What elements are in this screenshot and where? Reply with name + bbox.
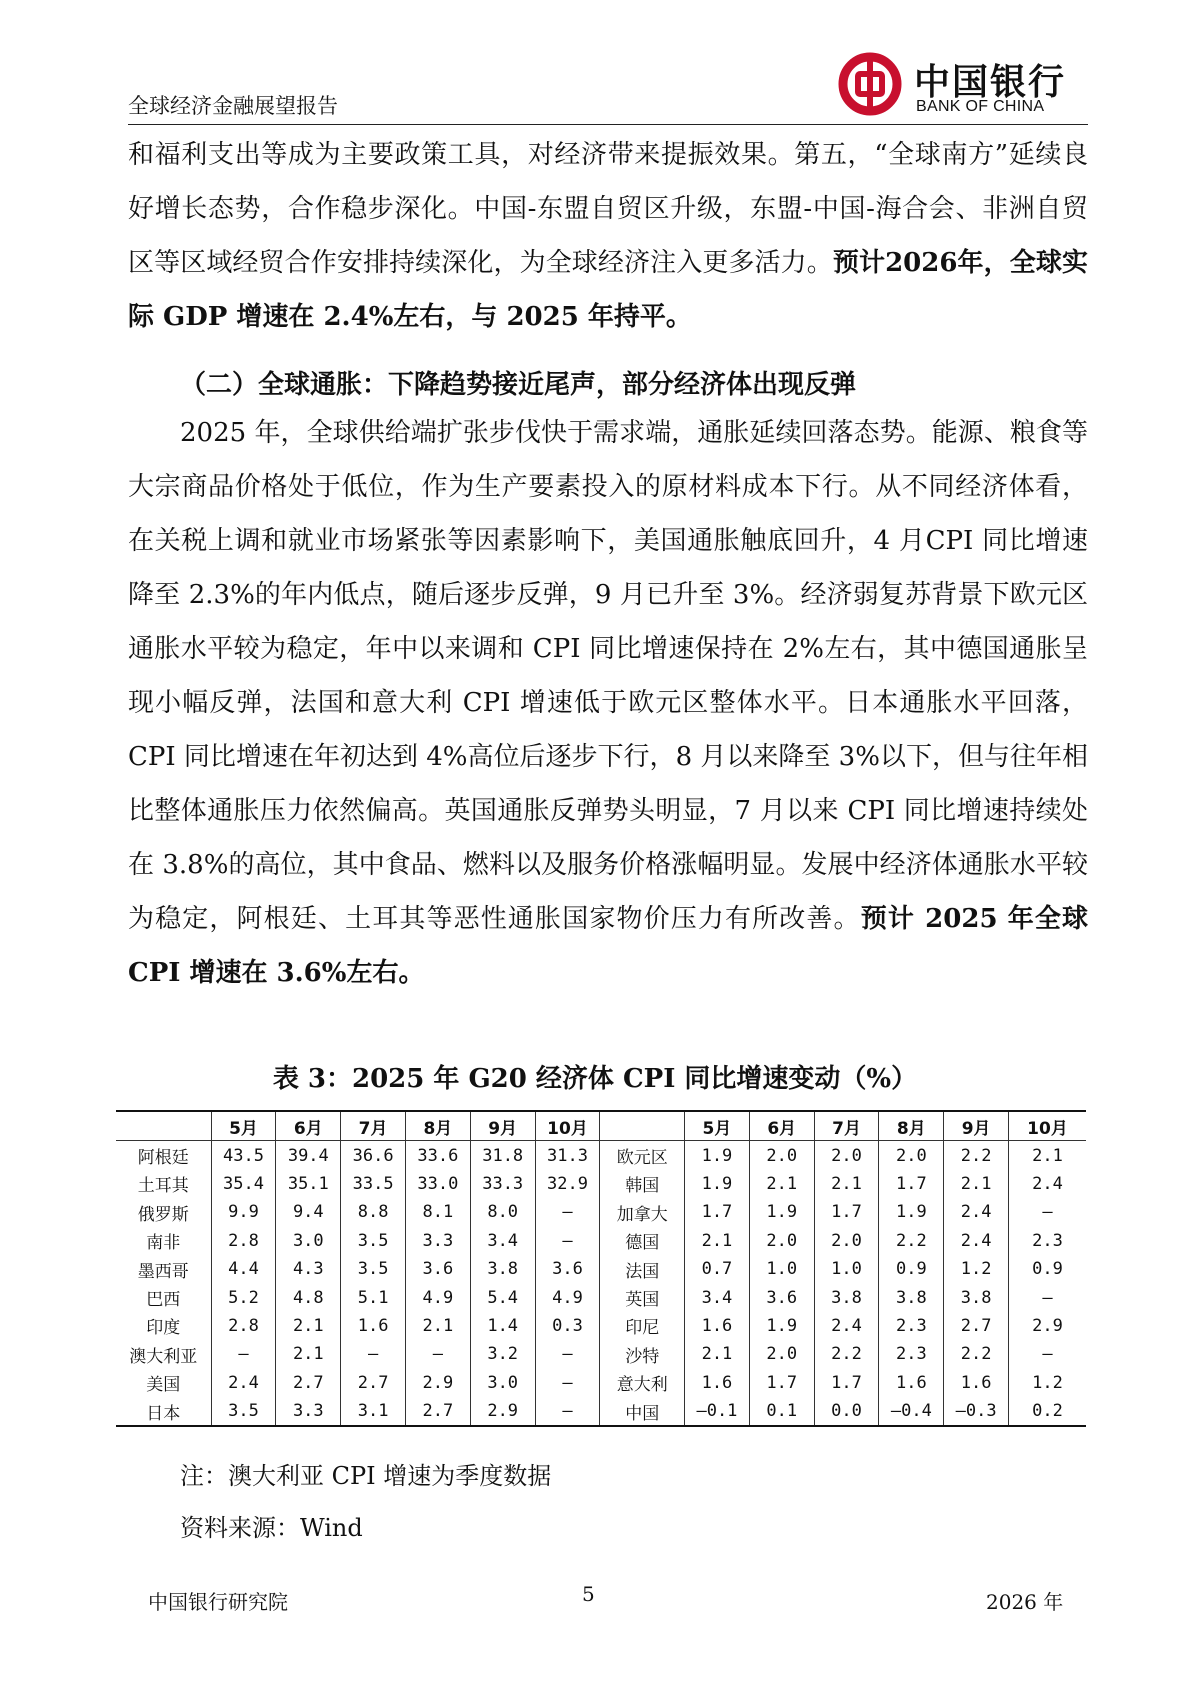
- cpi-value-cell: 0.2: [1009, 1397, 1086, 1426]
- table-row: [116, 1369, 1086, 1397]
- paragraph-bold-forecast: 预计2026年，全球实际 GDP 增速在 2.4%左右，与 2025 年持平。: [128, 248, 1088, 332]
- cpi-value-cell: –: [341, 1340, 406, 1368]
- cpi-value-cell: –: [535, 1397, 600, 1426]
- paragraph-text: 2025 年，全球供给端扩张步伐快于需求端，通胀延续回落态势。能源、粮食等大宗商品价格处于低位，作为生产要素投入的原材料成本下行。从不同经济体看，在关税上调和就业市场紧张等因素影响下，美国通胀触底回升，4 月CPI 同比增速降至 2.3%的年内低点，随后逐步反弹，9 月已升至 3%。经济弱复苏背景下欧元区通胀水平较为稳定，年中以来调和 CPI 同比增速保持在 2%左右，其中德国通胀呈现小幅反弹，法国和意大利 CPI 增速低于欧元区整体水平。日本通胀水平回落，CPI 同比增速在年初达到 4%高位后逐步下行，8 月以来降至 3%以下，但与往年相比整体通胀压力依然偏高。英国通胀反弹势头明显，7 月以来 CPI 同比增速持续处在 3.8%的高位，其中食品、燃料以及服务价格涨幅明显。发展中经济体通胀水平较为稳定，阿根廷、土耳其等恶性通胀国家物价压力有所改善。: [128, 418, 1088, 934]
- cpi-value-cell: 1.6: [685, 1312, 750, 1340]
- country-name-cell: 阿根廷: [137, 1148, 189, 1169]
- paragraph-global-inflation: [128, 406, 1088, 1000]
- cpi-value-cell: 1.6: [879, 1369, 944, 1397]
- cpi-value-cell: 33.5: [341, 1170, 406, 1198]
- cpi-value-cell: 2.0: [814, 1141, 879, 1170]
- cpi-value-cell: 1.0: [749, 1255, 814, 1283]
- column-header: 7月: [341, 1111, 406, 1141]
- report-title: 全球经济金融展望报告: [128, 94, 338, 118]
- cpi-value-cell: 8.1: [406, 1198, 471, 1226]
- cpi-value-cell: 3.0: [276, 1227, 341, 1255]
- cpi-value-cell: 2.8: [211, 1312, 276, 1340]
- cpi-value-cell: 4.8: [276, 1283, 341, 1311]
- cpi-value-cell: 2.4: [944, 1198, 1009, 1226]
- cpi-value-cell: 3.1: [341, 1397, 406, 1426]
- cpi-value-cell: 2.2: [944, 1141, 1009, 1170]
- cpi-value-cell: 4.9: [406, 1283, 471, 1311]
- country-name-cell: 日本: [116, 1397, 211, 1426]
- cpi-value-cell: 0.9: [1009, 1255, 1086, 1283]
- bank-of-china-logo-icon: [838, 52, 902, 116]
- cpi-value-cell: 2.2: [879, 1227, 944, 1255]
- country-name-cell: 巴西: [146, 1290, 181, 1311]
- cpi-value-cell: 2.7: [944, 1312, 1009, 1340]
- cpi-value-cell: 0.7: [685, 1255, 750, 1283]
- table-row: [116, 1141, 1086, 1170]
- cpi-value-cell: 36.6: [341, 1141, 406, 1170]
- country-name-cell: 英国: [600, 1283, 685, 1311]
- table-row: [116, 1255, 1086, 1283]
- cpi-value-cell: 1.0: [814, 1255, 879, 1283]
- cpi-value-cell: 3.5: [341, 1255, 406, 1283]
- cpi-value-cell: 3.8: [470, 1255, 535, 1283]
- cpi-value-cell: 2.1: [685, 1340, 750, 1368]
- table-caption: 表 3：2025 年 G20 经济体 CPI 同比增速变动（%）: [272, 1064, 918, 1094]
- table-row: [116, 1340, 1086, 1368]
- cpi-value-cell: 35.4: [211, 1170, 276, 1198]
- table-source: 资料来源：Wind: [180, 1514, 363, 1542]
- cpi-value-cell: 2.0: [879, 1141, 944, 1170]
- country-name-cell: 南非: [146, 1233, 181, 1254]
- country-name-cell: 墨西哥: [137, 1261, 189, 1282]
- cpi-value-cell: 4.3: [276, 1255, 341, 1283]
- column-header: 9月: [944, 1111, 1009, 1141]
- cpi-value-cell: 2.0: [749, 1227, 814, 1255]
- logo-english-name: BANK OF CHINA: [916, 98, 1045, 115]
- cpi-value-cell: 4.4: [211, 1255, 276, 1283]
- table-row: [116, 1397, 1086, 1426]
- cpi-value-cell: 35.1: [276, 1170, 341, 1198]
- cpi-value-cell: 1.7: [814, 1198, 879, 1226]
- cpi-value-cell: 39.4: [276, 1141, 341, 1170]
- table-row: [116, 1170, 1086, 1198]
- table-row: [116, 1312, 1086, 1340]
- cpi-value-cell: 1.7: [879, 1170, 944, 1198]
- table-note: 注：澳大利亚 CPI 增速为季度数据: [180, 1462, 552, 1490]
- cpi-value-cell: 3.5: [211, 1397, 276, 1426]
- cpi-value-cell: 2.1: [406, 1312, 471, 1340]
- country-name-cell: 加拿大: [600, 1198, 685, 1226]
- footer-year: 2026 年: [986, 1590, 1064, 1614]
- cpi-value-cell: 2.9: [470, 1397, 535, 1426]
- cpi-value-cell: 2.1: [814, 1170, 879, 1198]
- cpi-value-cell: –: [406, 1340, 471, 1368]
- cpi-value-cell: 3.6: [749, 1283, 814, 1311]
- cpi-value-cell: 33.0: [406, 1170, 471, 1198]
- cpi-value-cell: 2.9: [1009, 1312, 1086, 1340]
- paragraph-global-growth: [128, 128, 1088, 344]
- country-name-cell: 土耳其: [137, 1176, 189, 1197]
- cpi-value-cell: 1.4: [470, 1312, 535, 1340]
- cpi-value-cell: 1.2: [944, 1255, 1009, 1283]
- section-heading: （二）全球通胀：下降趋势接近尾声，部分经济体出现反弹: [180, 370, 857, 400]
- cpi-value-cell: 2.7: [341, 1369, 406, 1397]
- cpi-value-cell: 0.9: [879, 1255, 944, 1283]
- cpi-value-cell: 2.4: [211, 1369, 276, 1397]
- cpi-value-cell: 2.4: [814, 1312, 879, 1340]
- logo-chinese-name: 中国银行: [914, 61, 1067, 103]
- cpi-value-cell: 5.1: [341, 1283, 406, 1311]
- cpi-value-cell: 0.1: [749, 1397, 814, 1426]
- cpi-value-cell: 1.6: [341, 1312, 406, 1340]
- country-name-cell: 意大利: [600, 1369, 685, 1397]
- cpi-value-cell: 3.6: [535, 1255, 600, 1283]
- cpi-value-cell: 0.0: [814, 1397, 879, 1426]
- cpi-value-cell: 2.1: [749, 1170, 814, 1198]
- table-header-row: [116, 1111, 1086, 1141]
- cpi-value-cell: 2.1: [276, 1312, 341, 1340]
- cpi-value-cell: –: [535, 1198, 600, 1226]
- country-name-cell: 印度: [146, 1318, 181, 1339]
- cpi-value-cell: 0.3: [535, 1312, 600, 1340]
- cpi-value-cell: 2.3: [879, 1340, 944, 1368]
- cpi-value-cell: 2.7: [406, 1397, 471, 1426]
- cpi-value-cell: 2.0: [749, 1141, 814, 1170]
- cpi-value-cell: 8.8: [341, 1198, 406, 1226]
- cpi-value-cell: –: [1009, 1340, 1086, 1368]
- cpi-value-cell: 32.9: [535, 1170, 600, 1198]
- cpi-value-cell: 1.9: [685, 1141, 750, 1170]
- column-header: 8月: [879, 1111, 944, 1141]
- cpi-value-cell: 2.3: [879, 1312, 944, 1340]
- header-blank-cell: [116, 1111, 211, 1141]
- column-header: 6月: [749, 1111, 814, 1141]
- cpi-value-cell: 1.7: [685, 1198, 750, 1226]
- cpi-value-cell: 31.8: [470, 1141, 535, 1170]
- country-name-cell: 韩国: [600, 1170, 685, 1198]
- country-name-cell: 法国: [600, 1255, 685, 1283]
- cpi-value-cell: –: [535, 1340, 600, 1368]
- country-name-cell: 美国: [146, 1375, 181, 1396]
- cpi-value-cell: 3.8: [944, 1283, 1009, 1311]
- column-header: 9月: [470, 1111, 535, 1141]
- cpi-value-cell: 2.4: [944, 1227, 1009, 1255]
- cpi-value-cell: 2.0: [814, 1227, 879, 1255]
- cpi-value-cell: 2.1: [685, 1227, 750, 1255]
- column-header: 10月: [535, 1111, 600, 1141]
- cpi-value-cell: 1.7: [749, 1369, 814, 1397]
- cpi-value-cell: 3.2: [470, 1340, 535, 1368]
- cpi-value-cell: 1.7: [814, 1369, 879, 1397]
- table-row: [116, 1227, 1086, 1255]
- cpi-value-cell: –: [1009, 1198, 1086, 1226]
- cpi-value-cell: –: [535, 1369, 600, 1397]
- cpi-value-cell: 2.1: [276, 1340, 341, 1368]
- cpi-value-cell: 8.0: [470, 1198, 535, 1226]
- header-blank-cell: [600, 1111, 685, 1141]
- cpi-value-cell: 33.6: [406, 1141, 471, 1170]
- country-name-cell: 中国: [600, 1397, 685, 1426]
- cpi-value-cell: –0.1: [685, 1397, 750, 1426]
- cpi-value-cell: 9.4: [276, 1198, 341, 1226]
- cpi-value-cell: 9.9: [211, 1198, 276, 1226]
- table-row: [116, 1283, 1086, 1311]
- cpi-value-cell: 3.0: [470, 1369, 535, 1397]
- cpi-value-cell: 1.6: [685, 1369, 750, 1397]
- cpi-value-cell: 3.6: [406, 1255, 471, 1283]
- column-header: 5月: [685, 1111, 750, 1141]
- cpi-value-cell: –0.4: [879, 1397, 944, 1426]
- cpi-value-cell: 3.4: [470, 1227, 535, 1255]
- column-header: 6月: [276, 1111, 341, 1141]
- cpi-value-cell: 3.3: [276, 1397, 341, 1426]
- page-number: 5: [582, 1582, 595, 1606]
- cpi-value-cell: 2.0: [749, 1340, 814, 1368]
- country-name-cell: 澳大利亚: [129, 1346, 198, 1367]
- cpi-value-cell: 1.9: [879, 1198, 944, 1226]
- cpi-value-cell: 5.4: [470, 1283, 535, 1311]
- cpi-value-cell: 31.3: [535, 1141, 600, 1170]
- paragraph-text: 和福利支出等成为主要政策工具，对经济带来提振效果。第五，“全球南方”延续良好增长态势，合作稳步深化。中国-东盟自贸区升级，东盟-中国-海合会、非洲自贸区等区域经贸合作安排持续深化，为全球经济注入更多活力。: [128, 140, 1088, 278]
- cpi-value-cell: 43.5: [211, 1141, 276, 1170]
- cpi-value-cell: 33.3: [470, 1170, 535, 1198]
- cpi-value-cell: 4.9: [535, 1283, 600, 1311]
- cpi-value-cell: 3.8: [814, 1283, 879, 1311]
- cpi-value-cell: 3.5: [341, 1227, 406, 1255]
- cpi-value-cell: 2.3: [1009, 1227, 1086, 1255]
- country-name-cell: 沙特: [600, 1340, 685, 1368]
- column-header: 5月: [211, 1111, 276, 1141]
- cpi-value-cell: 3.4: [685, 1283, 750, 1311]
- cpi-value-cell: 3.3: [406, 1227, 471, 1255]
- country-name-cell: 欧元区: [600, 1141, 685, 1170]
- cpi-value-cell: –: [535, 1227, 600, 1255]
- country-name-cell: 德国: [600, 1227, 685, 1255]
- cpi-value-cell: 1.6: [944, 1369, 1009, 1397]
- cpi-value-cell: 1.9: [749, 1198, 814, 1226]
- column-header: 10月: [1009, 1111, 1086, 1141]
- footer-institution: 中国银行研究院: [148, 1590, 288, 1614]
- cpi-value-cell: 1.2: [1009, 1369, 1086, 1397]
- cpi-value-cell: 5.2: [211, 1283, 276, 1311]
- cpi-value-cell: 2.1: [944, 1170, 1009, 1198]
- table-body: [116, 1141, 1086, 1426]
- column-header: 8月: [406, 1111, 471, 1141]
- table-row: [116, 1198, 1086, 1226]
- cpi-table: [116, 1110, 1086, 1427]
- cpi-value-cell: 2.9: [406, 1369, 471, 1397]
- cpi-value-cell: 2.7: [276, 1369, 341, 1397]
- page-header: [128, 52, 1088, 125]
- cpi-value-cell: 2.2: [944, 1340, 1009, 1368]
- cpi-value-cell: 1.9: [685, 1170, 750, 1198]
- cpi-value-cell: 2.8: [211, 1227, 276, 1255]
- cpi-value-cell: –: [211, 1340, 276, 1368]
- column-header: 7月: [814, 1111, 879, 1141]
- cpi-value-cell: –0.3: [944, 1397, 1009, 1426]
- cpi-value-cell: 2.1: [1009, 1141, 1086, 1170]
- country-name-cell: 俄罗斯: [137, 1204, 189, 1225]
- country-name-cell: 印尼: [600, 1312, 685, 1340]
- cpi-value-cell: –: [1009, 1283, 1086, 1311]
- cpi-value-cell: 2.4: [1009, 1170, 1086, 1198]
- cpi-value-cell: 1.9: [749, 1312, 814, 1340]
- paragraph-bold-forecast: 预计 2025 年全球 CPI 增速在 3.6%左右。: [128, 904, 1088, 988]
- cpi-value-cell: 2.2: [814, 1340, 879, 1368]
- cpi-value-cell: 3.8: [879, 1283, 944, 1311]
